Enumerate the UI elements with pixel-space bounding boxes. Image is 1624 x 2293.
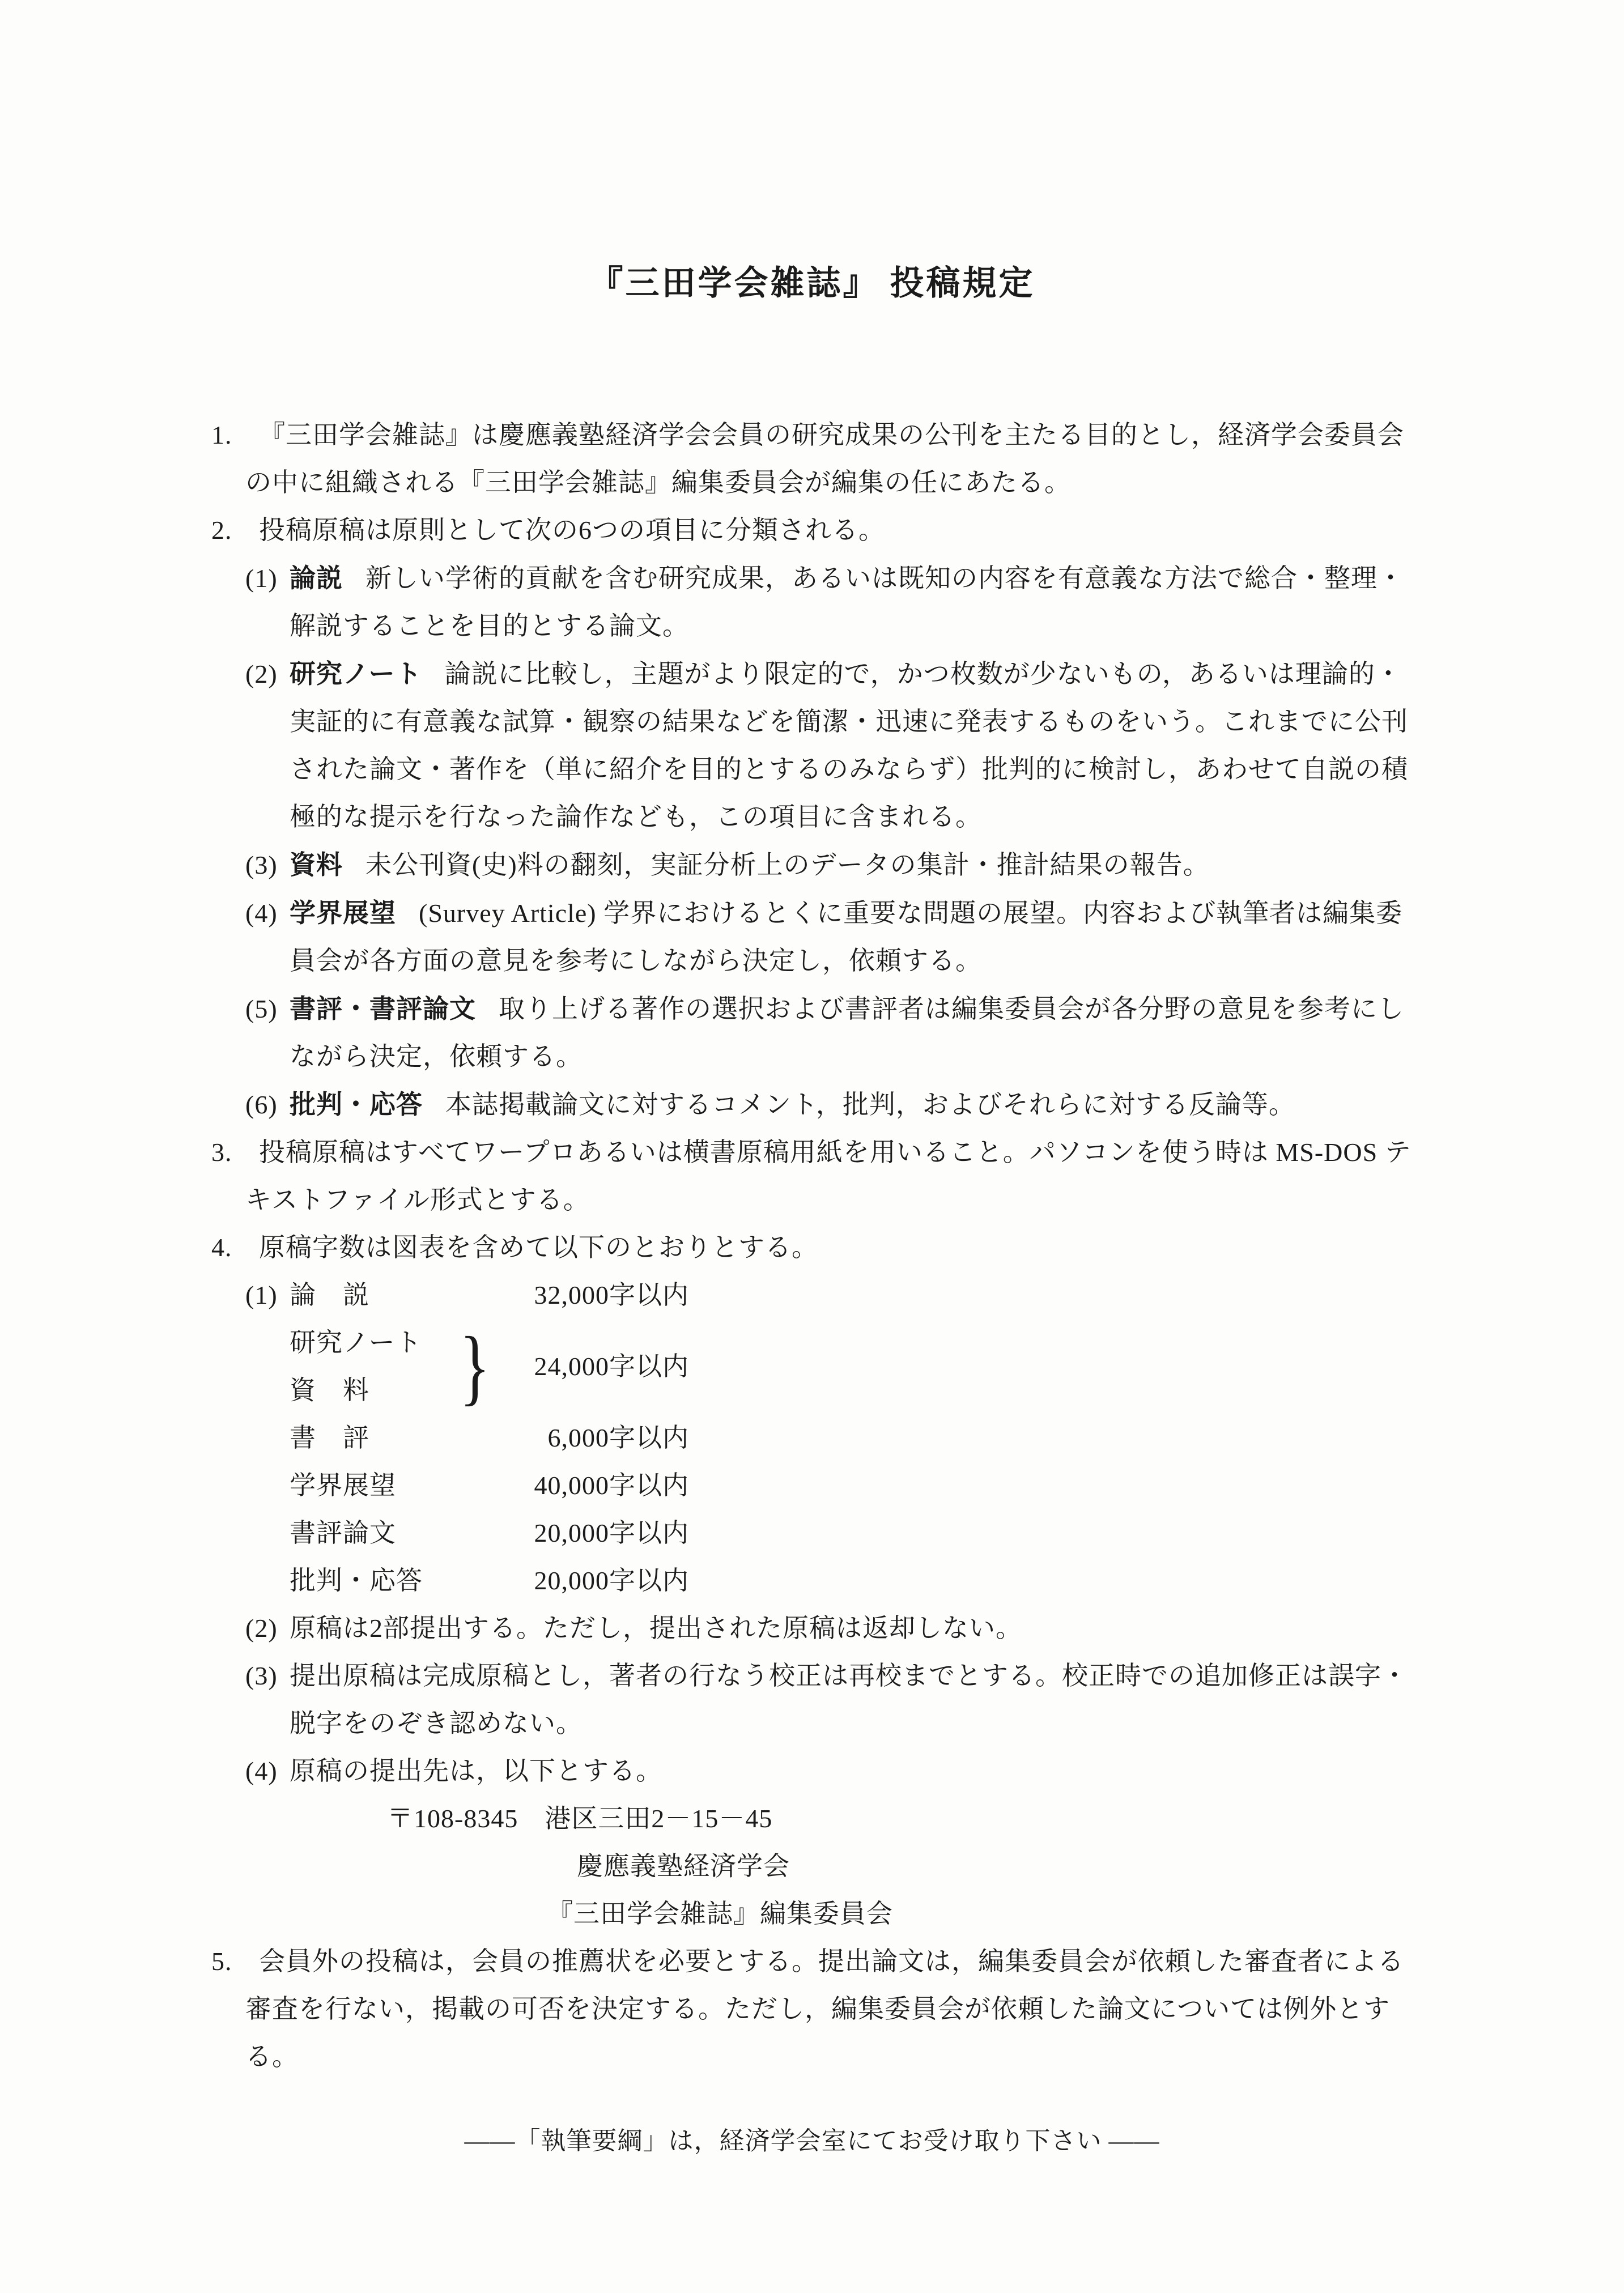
limit-row-shohyo [245,1414,1417,1462]
clause-text: 会員外の投稿は，会員の推薦状を必要とする。提出論文は，編集委員会が依頼した審査者による審査を行ない，掲載の可否を決定する。ただし，編集委員会が依頼した論文については例外とする。 [245,1947,1404,2071]
category-text: 論説に比較し，主題がより限定的で，かつ枚数が少ないもの，あるいは理論的・実証的に有意義な試算・観察の結果などを簡潔・迅速に発表するものをいう。これまでに公刊された論文・著作を（単に紹介を目的とするのみならず）批判的に検討し，あわせて自説の積極的な提示を行なった論作なども，この項目に含まれる。 [290,660,1408,831]
category-label: 論説 [290,563,343,593]
limit-group-labels [290,1319,460,1414]
sub-clause-4-3 [245,1652,1417,1747]
limit-label: 書 評 [290,1423,369,1452]
sub-item-number: (6) [245,1090,278,1119]
category-hihan-oto [245,1080,1417,1129]
category-ronsetsu [245,554,1417,650]
sub-clause-text: 原稿の提出先は，以下とする。 [290,1756,662,1785]
clause-text: 原稿字数は図表を含めて以下のとおりとする。 [259,1233,818,1262]
limit-number: 40,000 [534,1471,609,1500]
address-postal-line: 〒108-8345 港区三田2－15－45 [387,1804,773,1833]
category-kenkyu-note [245,650,1417,841]
category-text: 本誌掲載論文に対するコメント，批判，およびそれらに対する反論等。 [445,1090,1295,1119]
limit-value [518,1280,689,1309]
sub-item-number: (2) [245,1614,278,1643]
document-body [211,411,1417,2081]
sub-item-number: (3) [245,850,278,879]
limit-label: 論 説 [290,1280,369,1309]
limit-row-gakkai-tenbo [245,1462,1417,1509]
clause-number: 5. [211,1947,232,1976]
limit-suffix: 字以内 [609,1566,689,1595]
address-org-line: 慶應義塾経済学会 [577,1852,790,1881]
limit-suffix: 字以内 [609,1518,689,1547]
limit-label: 書評論文 [290,1518,396,1547]
limit-value [518,1423,689,1452]
brace-glyph: } [460,1320,491,1414]
category-label: 研究ノート [290,659,422,688]
clause-number: 4. [211,1233,232,1262]
limit-label: 学界展望 [290,1471,396,1500]
category-label: 資料 [290,850,343,879]
limit-value [518,1343,689,1390]
limit-label: 資 料 [290,1376,369,1405]
sub-item-number: (3) [245,1661,278,1690]
limit-suffix: 字以内 [609,1280,689,1309]
clause-5 [211,1938,1417,2081]
category-text: 未公刊資(史)料の翻刻，実証分析上のデータの集計・推計結果の報告。 [365,850,1210,879]
sub-clause-4-4 [245,1747,1417,1795]
limit-label: 批判・応答 [290,1566,423,1595]
category-shiryo [245,841,1417,889]
sub-item-number: (1) [245,1280,278,1309]
category-text: 取り上げる著作の選択および書評者は編集委員会が各分野の意見を参考にしながら決定，依頼する。 [290,994,1404,1071]
limit-row-shohyo-ronbun [245,1509,1417,1557]
limit-row-ronsetsu [245,1271,1417,1319]
sub-clause-text: 提出原稿は完成原稿とし，著者の行なう校正は再校までとする。校正時での追加修正は誤字・脱字をのぞき認めない。 [290,1661,1408,1738]
category-gakkai-tenbo [245,889,1417,985]
clause-number: 1. [211,420,232,449]
sub-clause-text: 原稿は2部提出する。ただし，提出された原稿は返却しない。 [290,1614,1022,1643]
clause-text: 『三田学会雑誌』は慶應義塾経済学会会員の研究成果の公刊を主たる目的とし，経済学会委員会の中に組織される『三田学会雑誌』編集委員会が編集の任にあたる。 [245,420,1404,497]
limit-value [518,1518,689,1547]
limit-suffix: 字以内 [609,1352,689,1381]
clause-3 [211,1129,1417,1224]
clause-text: 投稿原稿は原則として次の6つの項目に分類される。 [259,516,885,544]
sub-clause-4-2 [245,1605,1417,1652]
category-shohyo [245,985,1417,1080]
clause-4 [211,1224,1417,1271]
limit-number: 20,000 [534,1518,609,1547]
category-label: 批判・応答 [290,1090,423,1119]
category-label: 書評・書評論文 [290,994,476,1023]
limit-number: 24,000 [534,1352,609,1381]
sub-item-number: (1) [245,564,278,593]
limit-group-row [245,1319,1417,1414]
limit-suffix: 字以内 [609,1423,689,1452]
sub-item-number: (2) [245,660,278,688]
limit-number: 6,000 [547,1423,609,1452]
sub-item-number: (5) [245,994,278,1023]
limit-row-hihan-oto [245,1557,1417,1605]
clause-number: 3. [211,1138,232,1167]
footer-note: ——「執筆要綱」は，経済学会室にてお受け取り下さい —— [464,2127,1160,2155]
clause-1 [211,411,1417,507]
limit-number: 32,000 [534,1280,609,1309]
sub-item-number: (4) [245,1756,278,1785]
category-text: (Survey Article) 学界におけるとくに重要な問題の展望。内容および執筆者は編集委員会が各方面の意見を参考にしながら決定し，依頼する。 [290,899,1403,975]
limit-value [518,1566,689,1595]
sub-item-number: (4) [245,899,278,928]
clause-2 [211,507,1417,554]
limit-label: 研究ノート [290,1328,422,1357]
limit-suffix: 字以内 [609,1471,689,1500]
category-text: 新しい学術的貢献を含む研究成果，あるいは既知の内容を有意義な方法で総合・整理・解説することを目的とする論文。 [290,564,1404,640]
page-title: 『三田学会雑誌』 投稿規定 [589,265,1035,302]
limit-number: 20,000 [534,1566,609,1595]
limit-value [518,1471,689,1500]
clause-number: 2. [211,516,232,544]
address-committee-line: 『三田学会雑誌』編集委員会 [547,1899,893,1928]
clause-text: 投稿原稿はすべてワープロあるいは横書原稿用紙を用いること。パソコンを使う時は MS-DOS テキストファイル形式とする。 [245,1138,1412,1214]
character-limits-table [245,1271,1417,1605]
category-label: 学界展望 [290,898,396,928]
